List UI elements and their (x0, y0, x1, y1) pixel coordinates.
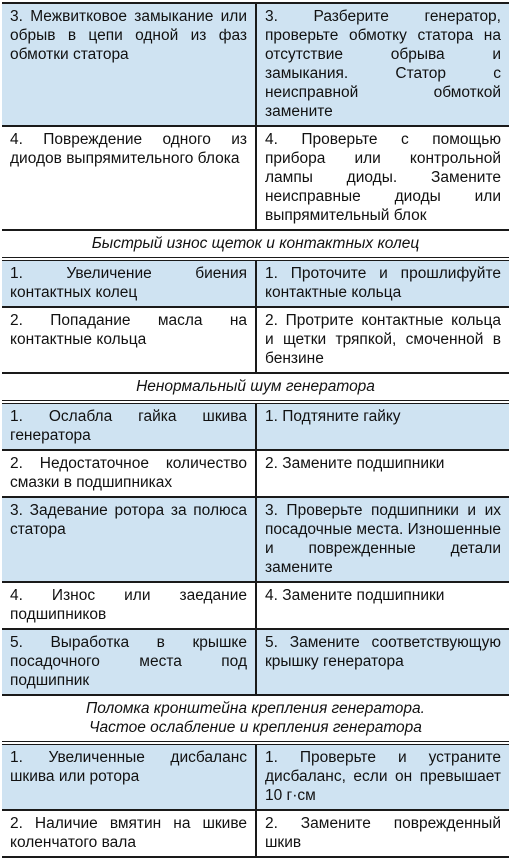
cause-cell: 1. Ослабла гайка шкива генератора (2, 404, 257, 449)
table-row (2, 404, 509, 451)
table-row (2, 745, 509, 811)
remedy-cell: 3. Разберите генератор, проверьте обмотку статора на отсутствие обрыва и замыкания. Статор с неисправной обмоткой замените (265, 8, 501, 120)
cause-cell: 2. Наличие вмятин на шкиве коленчатого вала (2, 811, 257, 856)
cause-cell: 4. Повреждение одного из диодов выпрямительного блока (2, 127, 257, 229)
cause-cell: 4. Износ или заедание подшипников (2, 583, 257, 628)
table-row (2, 308, 509, 374)
section-heading (2, 374, 509, 404)
section-heading (2, 696, 509, 745)
remedy-cell: 1. Проверьте и устраните дисбаланс, если он превышает 10 г·см (265, 749, 501, 804)
cause-cell: 5. Выработка в крышке посадочного места под подшипник (2, 630, 257, 694)
section-title: Ненормальный шум генератора (136, 378, 375, 395)
table-row (2, 498, 509, 583)
cause-cell: 2. Попадание масла на контактные кольца (2, 308, 257, 372)
cause-cell: 3. Межвитковое замыкание или обрыв в цепи одной из фаз обмотки статора (2, 4, 257, 125)
remedy-cell: 2. Протрите контактные кольца и щетки тряпкой, смоченной в бензине (265, 312, 501, 367)
remedy-cell: 5. Замените соответствующую крышку генератора (265, 634, 501, 670)
table-row (2, 630, 509, 696)
remedy-cell: 1. Проточите и прошлифуйте контактные кольца (265, 265, 501, 301)
cause-cell: 3. Задевание ротора за полюса статора (2, 498, 257, 581)
table-row (2, 261, 509, 308)
section-title-line-1: Поломка кронштейна крепления генератора. (86, 700, 425, 717)
remedy-cell: 1. Подтяните гайку (265, 408, 401, 425)
remedy-cell: 2. Замените подшипники (265, 455, 445, 472)
section-heading (2, 231, 509, 261)
remedy-cell: 2. Замените поврежденный шкив (265, 815, 501, 851)
table-row (2, 811, 509, 858)
fault-table (2, 2, 509, 858)
remedy-cell: 4. Проверьте с помощью прибора или контрольной лампы диоды. Замените неисправные диоды или выпрямительный блок (265, 131, 501, 224)
table-row (2, 127, 509, 231)
remedy-cell: 4. Замените подшипники (265, 587, 445, 604)
section-title-line-2: Частое ослабление и крепления генератора (89, 719, 422, 736)
table-row (2, 4, 509, 127)
table-row (2, 583, 509, 630)
cause-cell: 1. Увеличенные дисбаланс шкива или ротора (2, 745, 257, 809)
cause-cell: 1. Увеличение биения контактных колец (2, 261, 257, 306)
section-title: Быстрый износ щеток и контактных колец (91, 235, 420, 252)
cause-cell: 2. Недостаточное количество смазки в подшипниках (2, 451, 257, 496)
table-row (2, 451, 509, 498)
remedy-cell: 3. Проверьте подшипники и их посадочные места. Изношенные и поврежденные детали замените (265, 502, 501, 576)
